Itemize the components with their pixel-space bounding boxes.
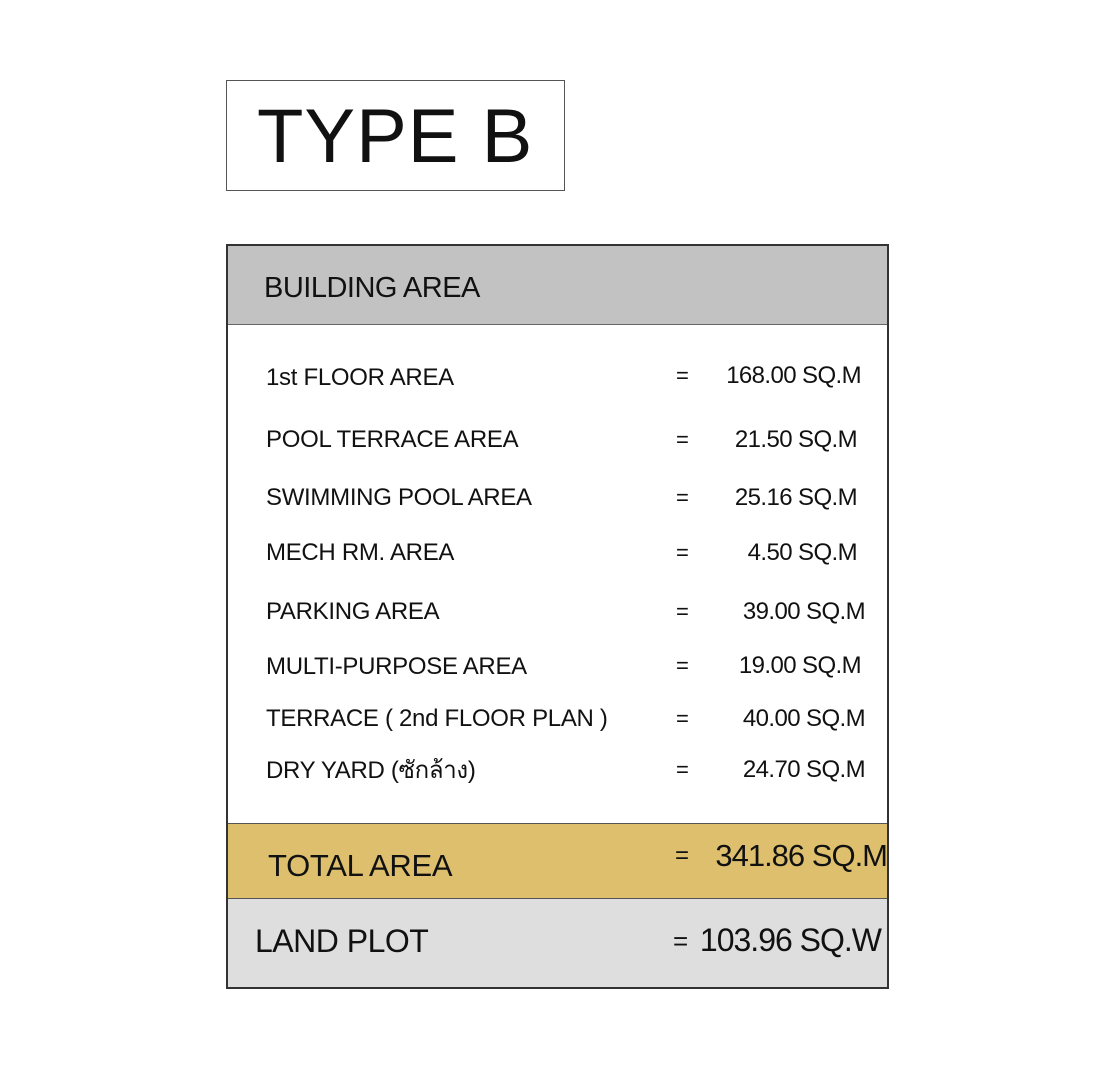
total-area-value: 341.86 SQ.M — [715, 838, 887, 873]
equals-sign: = — [675, 842, 690, 869]
equals-sign: = — [676, 653, 689, 678]
area-row-first-floor — [228, 361, 887, 395]
area-row-mech-room — [228, 536, 887, 570]
equals-sign: = — [676, 485, 689, 510]
equals-sign: = — [676, 363, 689, 388]
land-plot-row — [228, 899, 887, 989]
equals-sign: = — [676, 706, 689, 731]
equals-sign: = — [676, 540, 689, 565]
equals-sign: = — [676, 427, 689, 452]
area-row-dry-yard — [228, 754, 887, 788]
area-row-multi-purpose — [228, 650, 887, 684]
area-row-value: 39.00 SQ.M — [742, 598, 865, 625]
area-row-label: DRY YARD (ซักล้าง) — [266, 757, 476, 784]
area-row-value: 24.70 SQ.M — [742, 756, 865, 783]
area-schedule-panel — [226, 244, 889, 989]
type-label-box — [226, 80, 565, 191]
area-row-value: 168.00 SQ.M — [726, 362, 861, 389]
land-plot-value: 103.96 SQ.W — [699, 922, 881, 958]
land-plot-label: LAND PLOT — [255, 923, 429, 959]
total-area-row — [228, 823, 887, 899]
area-row-label: 1st FLOOR AREA — [266, 364, 454, 391]
total-area-label: TOTAL AREA — [268, 848, 453, 883]
equals-sign: = — [676, 757, 689, 782]
area-row-value: 19.00 SQ.M — [738, 652, 861, 679]
area-row-label: MECH RM. AREA — [266, 539, 455, 566]
building-area-header — [228, 246, 887, 325]
area-row-label: TERRACE ( 2nd FLOOR PLAN ) — [266, 705, 608, 732]
area-row-value: 4.50 SQ.M — [747, 539, 857, 566]
equals-sign: = — [673, 926, 689, 956]
area-row-terrace-2nd-floor — [228, 702, 887, 736]
area-row-label: POOL TERRACE AREA — [266, 426, 519, 453]
area-row-label: PARKING AREA — [266, 598, 440, 625]
area-row-swimming-pool — [228, 481, 887, 515]
area-row-value: 21.50 SQ.M — [734, 426, 857, 453]
area-row-label: SWIMMING POOL AREA — [266, 484, 532, 511]
area-row-label: MULTI-PURPOSE AREA — [266, 653, 527, 680]
type-title: TYPE B — [257, 94, 534, 179]
area-row-pool-terrace — [228, 423, 887, 457]
area-row-parking — [228, 595, 887, 629]
area-row-value: 25.16 SQ.M — [734, 484, 857, 511]
equals-sign: = — [676, 599, 689, 624]
building-area-title: BUILDING AREA — [264, 272, 480, 304]
area-row-value: 40.00 SQ.M — [742, 705, 865, 732]
area-rows — [228, 325, 887, 823]
